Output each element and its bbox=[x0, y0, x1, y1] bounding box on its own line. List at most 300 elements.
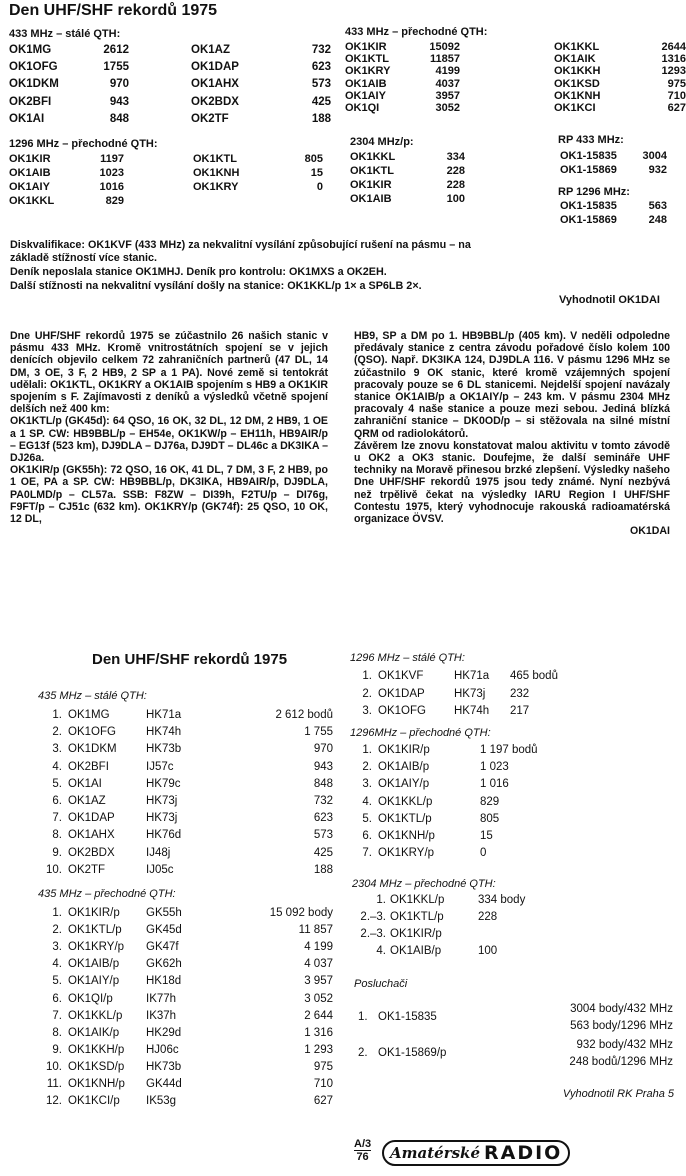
table-row bbox=[352, 668, 580, 686]
table-cell: HK73b bbox=[146, 743, 182, 756]
table-cell: OK1KKL bbox=[350, 151, 396, 163]
table-cell: 334 bbox=[446, 151, 465, 163]
table-row bbox=[193, 181, 323, 195]
table-cell: 10. bbox=[46, 863, 62, 876]
table-cell: OK1DKM bbox=[68, 743, 117, 756]
listener-rank: 2. bbox=[358, 1047, 368, 1059]
table-row bbox=[38, 724, 333, 741]
listener-row bbox=[358, 1005, 673, 1041]
table-cell: 6. bbox=[52, 992, 62, 1005]
results-list bbox=[350, 151, 465, 207]
note-line: základě stížností více stanic. bbox=[10, 252, 158, 264]
table-cell: 228 bbox=[478, 911, 498, 923]
note-line: Deník neposlala stanice OK1MHJ. Deník pro kontrolu: OK1MXS a OK2EH. bbox=[10, 266, 387, 278]
table-cell: 1. bbox=[52, 907, 62, 919]
table-cell: OK2BFI bbox=[9, 95, 52, 108]
table-cell: OK1AIK/p bbox=[68, 1026, 120, 1039]
table-cell: OK1KNH bbox=[193, 167, 240, 179]
table-cell: 3957 bbox=[435, 89, 460, 102]
table-cell: OK2TF bbox=[68, 863, 106, 876]
table-cell: OK1AIB bbox=[9, 167, 51, 179]
table-cell: 5. bbox=[52, 975, 62, 988]
table-row bbox=[352, 943, 538, 960]
table-cell: 970 bbox=[313, 743, 333, 756]
table-cell: GK55h bbox=[146, 907, 182, 919]
table-cell: GK47f bbox=[146, 941, 179, 954]
table-cell: OK1KTL/p bbox=[390, 911, 444, 923]
table-cell: 710 bbox=[667, 89, 686, 102]
table-cell: OK1-15835 bbox=[560, 150, 617, 162]
table-cell: 1 023 bbox=[480, 761, 509, 774]
table-row bbox=[9, 111, 129, 128]
table-cell: 1 197 bodů bbox=[480, 744, 538, 756]
table-cell: 5. bbox=[52, 777, 62, 790]
table-cell: 8. bbox=[52, 1026, 62, 1039]
table-cell: HJ06c bbox=[146, 1043, 179, 1056]
table-cell: OK1KIR/p bbox=[68, 907, 120, 919]
table-row bbox=[352, 926, 538, 943]
table-row bbox=[38, 1025, 333, 1042]
table-cell: 12. bbox=[46, 1095, 62, 1108]
table-row bbox=[9, 153, 124, 167]
listener-row bbox=[358, 1041, 673, 1077]
table-cell: 1 316 bbox=[304, 1026, 333, 1039]
table-cell: 2 612 bodů bbox=[275, 709, 333, 721]
table-row bbox=[193, 167, 323, 181]
article-paragraph: OK1KTL/p (GK45d): 64 QSO, 16 OK, 32 DL, 12 DM, 2 HB9, 1 OE a 1 SP. CW: HB9BBL/p – EH54e, OK1KW/p – EH11h, HB9AIR/p – EG13f (523 km), DJ9DLA – DJ76a, DJ9DT – DL46c a DK3IKA – DJ26a. bbox=[10, 415, 328, 465]
table-cell: OK1KRY/p bbox=[378, 847, 435, 860]
table-cell: 1023 bbox=[99, 167, 124, 179]
table-cell: 732 bbox=[311, 44, 331, 56]
table-row bbox=[38, 707, 333, 724]
results-list bbox=[560, 150, 667, 178]
table-cell: OK1DAP bbox=[378, 687, 425, 700]
table-cell: OK1KRY bbox=[345, 65, 391, 78]
table-row bbox=[350, 179, 465, 193]
table-cell: IJ05c bbox=[146, 863, 174, 876]
table-cell: IJ48j bbox=[146, 846, 171, 859]
table-cell: OK1KSD/p bbox=[68, 1060, 125, 1073]
table-cell: 11. bbox=[46, 1078, 62, 1090]
table-row bbox=[352, 794, 552, 811]
table-row bbox=[352, 828, 552, 845]
logo-word: Amatérské bbox=[390, 1144, 480, 1162]
table-cell: 848 bbox=[109, 112, 129, 125]
table-cell: OK1AIY/p bbox=[378, 778, 430, 791]
table-row bbox=[38, 741, 333, 758]
table-row bbox=[350, 193, 465, 207]
section-heading: RP 433 MHz: bbox=[558, 134, 624, 146]
table-cell: OK1AIB bbox=[345, 77, 387, 90]
table-cell: 15 bbox=[480, 830, 493, 842]
table-row bbox=[38, 793, 333, 810]
article-left-column bbox=[10, 330, 328, 525]
table-cell: 1. bbox=[362, 670, 372, 682]
table-row bbox=[38, 939, 333, 956]
table-cell: OK1AIY bbox=[345, 89, 386, 102]
table-row bbox=[191, 59, 331, 76]
table-cell: 9. bbox=[52, 1043, 62, 1056]
table-cell: GK44d bbox=[146, 1078, 182, 1090]
table-cell: OK1KTL/p bbox=[378, 812, 432, 825]
table-row bbox=[554, 90, 686, 102]
section-heading: 433 MHz – přechodné QTH: bbox=[345, 26, 488, 38]
results-list bbox=[554, 41, 686, 114]
article-paragraph: Závěrem lze znovu konstatovat malou aktivitu v tomto závodě u OK2 a OK3 stanic. Doufejme, že další semináře UHF techniky na Moravě přinesou brzké zlepšení. Výsledky našeho Dne UHF/SHF rekordů 1975 jsou tedy známé. Nyní nezbývá než trpělivě čekat na výsledky IARU Region I UHF/SHF Contestu 1975, který vyhodnocuje rakouská radioamatérská organizace ÖVSV. bbox=[354, 439, 670, 526]
table-cell: IJ57c bbox=[146, 760, 174, 773]
evaluator-signature: Vyhodnotil RK Praha 5 bbox=[562, 1088, 674, 1100]
table-cell: OK1KIR bbox=[345, 41, 387, 53]
table-cell: 7. bbox=[52, 1009, 62, 1022]
table-cell: OK1DAP bbox=[68, 812, 115, 825]
table-cell: OK1AI bbox=[68, 777, 102, 790]
table-cell: 932 bbox=[648, 164, 667, 176]
table-cell: HK76d bbox=[146, 829, 182, 842]
table-cell: OK1KKL/p bbox=[68, 1009, 123, 1022]
results-list bbox=[9, 42, 129, 128]
table-row bbox=[352, 686, 580, 704]
table-cell: OK1AHX bbox=[191, 78, 239, 91]
results-list bbox=[352, 742, 552, 862]
table-cell: OK1AIB bbox=[350, 193, 392, 205]
table-cell: 2.–3. bbox=[360, 928, 386, 940]
table-cell: 970 bbox=[109, 78, 129, 91]
table-cell: OK1AIY bbox=[9, 181, 50, 193]
results-list bbox=[9, 153, 124, 209]
table-row bbox=[352, 909, 538, 926]
table-cell: 232 bbox=[510, 687, 530, 700]
table-row bbox=[352, 776, 552, 793]
table-cell: 573 bbox=[311, 78, 331, 91]
table-row bbox=[38, 862, 333, 879]
table-cell: 975 bbox=[667, 77, 686, 90]
listener-call: OK1-15869/p bbox=[378, 1047, 447, 1059]
table-row bbox=[38, 973, 333, 990]
table-cell: 2. bbox=[362, 687, 372, 700]
table-row bbox=[560, 150, 667, 164]
table-cell: 4037 bbox=[435, 77, 460, 90]
table-row bbox=[38, 905, 333, 922]
evaluator-signature: Vyhodnotil OK1DAI bbox=[558, 294, 660, 306]
issue-month: A/3 bbox=[354, 1138, 372, 1150]
table-row bbox=[38, 1008, 333, 1025]
table-row bbox=[38, 1042, 333, 1059]
results-list bbox=[352, 892, 538, 960]
table-cell: OK1KNH/p bbox=[68, 1078, 125, 1090]
table-cell: OK2BDX bbox=[191, 95, 239, 108]
table-cell: 9. bbox=[52, 846, 62, 859]
table-cell: HK71a bbox=[146, 709, 182, 721]
table-cell: 11 857 bbox=[298, 924, 333, 937]
table-cell: 2644 bbox=[661, 41, 686, 53]
article-right-column bbox=[354, 330, 670, 537]
table-cell: OK1AIY/p bbox=[68, 975, 120, 988]
note-line: Diskvalifikace: OK1KVF (433 MHz) za nekvalitní vysílání způsobující rušení na pásmu – na bbox=[10, 239, 471, 251]
issue-year: 76 bbox=[356, 1151, 369, 1163]
table-cell: OK1-15835 bbox=[560, 200, 617, 212]
table-row bbox=[9, 94, 129, 111]
table-cell: 4. bbox=[52, 760, 62, 773]
listener-score: 248 bodů/1296 MHz bbox=[569, 1056, 673, 1068]
table-cell: 1. bbox=[376, 894, 386, 906]
table-cell: OK1-15869 bbox=[560, 164, 617, 176]
results-list bbox=[191, 42, 331, 128]
table-row bbox=[554, 78, 686, 90]
table-cell: 627 bbox=[667, 102, 686, 114]
table-cell: 2 644 bbox=[304, 1009, 333, 1022]
table-cell: 710 bbox=[313, 1078, 333, 1090]
table-row bbox=[352, 742, 552, 759]
table-row bbox=[352, 703, 580, 721]
table-row bbox=[352, 811, 552, 828]
table-row bbox=[345, 78, 460, 90]
table-row bbox=[9, 181, 124, 195]
table-cell: OK1AHX bbox=[68, 829, 115, 842]
table-cell: 15 bbox=[310, 167, 323, 179]
table-cell: 1 755 bbox=[304, 726, 333, 739]
results-list bbox=[38, 905, 333, 1110]
table-cell: OK1KIR/p bbox=[378, 744, 430, 756]
listener-rank: 1. bbox=[358, 1011, 368, 1023]
table-cell: 11857 bbox=[430, 53, 460, 66]
table-row bbox=[9, 167, 124, 181]
table-row bbox=[38, 776, 333, 793]
table-cell: 15 092 body bbox=[269, 907, 333, 919]
table-cell: OK1MG bbox=[9, 44, 52, 56]
table-cell: OK1KIR/p bbox=[390, 928, 442, 940]
table-cell: 100 bbox=[446, 193, 465, 205]
listener-call: OK1-15835 bbox=[378, 1011, 437, 1023]
table-cell: OK1KRY/p bbox=[68, 941, 125, 954]
table-row bbox=[9, 76, 129, 93]
table-cell: 829 bbox=[480, 795, 500, 808]
table-cell: 7. bbox=[362, 847, 372, 860]
table-cell: OK1KNH bbox=[554, 89, 601, 102]
table-row bbox=[191, 94, 331, 111]
table-cell: 1 293 bbox=[304, 1043, 333, 1056]
table-cell: OK1KKL/p bbox=[390, 894, 445, 906]
table-cell: 805 bbox=[304, 153, 323, 165]
table-cell: 15092 bbox=[429, 41, 460, 53]
table-cell: OK1OFG bbox=[68, 726, 116, 739]
table-cell: 6. bbox=[362, 830, 372, 842]
table-row bbox=[345, 90, 460, 102]
table-cell: HK79c bbox=[146, 777, 181, 790]
table-cell: OK2TF bbox=[191, 112, 229, 125]
table-row bbox=[350, 151, 465, 165]
table-cell: 334 body bbox=[478, 894, 526, 906]
section-heading: RP 1296 MHz: bbox=[558, 186, 630, 198]
table-row bbox=[9, 59, 129, 76]
table-cell: OK1QI/p bbox=[68, 992, 113, 1005]
table-cell: OK2BDX bbox=[68, 846, 115, 859]
table-row bbox=[38, 845, 333, 862]
table-cell: GK62h bbox=[146, 958, 182, 971]
issue-number bbox=[354, 1138, 371, 1163]
table-cell: 188 bbox=[313, 863, 333, 876]
section-heading: 2304 MHz/p: bbox=[350, 136, 414, 148]
table-cell: OK1KTL/p bbox=[68, 924, 122, 937]
table-cell: 1293 bbox=[661, 65, 686, 78]
table-row bbox=[9, 195, 124, 209]
table-row bbox=[9, 42, 129, 59]
table-cell: OK2BFI bbox=[68, 760, 109, 773]
table-cell: OK1AI bbox=[9, 112, 45, 125]
table-cell: 7. bbox=[52, 812, 62, 825]
table-row bbox=[352, 759, 552, 776]
table-row bbox=[554, 53, 686, 65]
table-cell: 975 bbox=[313, 1060, 333, 1073]
table-row bbox=[345, 65, 460, 77]
table-cell: 1 016 bbox=[480, 778, 509, 791]
table-cell: 623 bbox=[311, 61, 331, 74]
table-cell: OK1MG bbox=[68, 709, 110, 721]
table-row bbox=[191, 111, 331, 128]
table-cell: 943 bbox=[109, 95, 129, 108]
table-cell: 805 bbox=[480, 812, 500, 825]
table-cell: OK1KCI bbox=[554, 102, 596, 114]
table-cell: HK73j bbox=[146, 812, 178, 825]
table-row bbox=[554, 102, 686, 114]
table-row bbox=[38, 827, 333, 844]
table-cell: 4199 bbox=[435, 65, 460, 78]
table-cell: 100 bbox=[478, 945, 498, 957]
logo-radio: RADIO bbox=[484, 1142, 563, 1164]
table-cell: 3. bbox=[362, 778, 372, 791]
section-heading: 433 MHz – stálé QTH: bbox=[9, 28, 121, 40]
article-paragraph: HB9, SP a DM po 1. HB9BBL/p (405 km). V neděli odpoledne předávaly stanice z centra závodu pořadové číslo kolem 100 (QSO). Např. DK3IKA 124, DJ9DLA 116. V pásmu 1296 MHz se zúčastnilo 9 OK stanic, které kromě vzájemných spojení pracovaly pouze se 6 DL stanicemi. Nejdelší spojení navázaly stanice OK1AIB/p a OK1AIY/p – 243 km. V pásmu 2304 MHz pracovaly 4 naše stanice a pouze mezi sebou. Jediná blízká zahraniční stanice – DK0OD/p – si stěžovala na silné místní QRM od radiolokátorů. bbox=[354, 330, 670, 440]
table-cell: 4 199 bbox=[304, 941, 333, 954]
table-cell: OK1KKH/p bbox=[68, 1043, 125, 1056]
table-cell: 563 bbox=[648, 200, 667, 212]
table-cell: OK1AIB/p bbox=[378, 761, 430, 774]
results-list bbox=[352, 668, 580, 721]
table-cell: 10. bbox=[46, 1060, 62, 1073]
table-cell: OK1OFG bbox=[9, 61, 58, 74]
table-cell: OK1KSD bbox=[554, 77, 600, 90]
table-cell: 4. bbox=[362, 795, 372, 808]
section-heading: 1296 MHz – přechodné QTH: bbox=[9, 138, 158, 150]
results-list bbox=[38, 707, 333, 879]
table-row bbox=[350, 165, 465, 179]
listener-score: 563 body/1296 MHz bbox=[570, 1020, 673, 1032]
table-cell: OK1AZ bbox=[68, 795, 106, 807]
table-cell: OK1KCI/p bbox=[68, 1095, 120, 1108]
table-cell: 1. bbox=[52, 709, 62, 721]
table-cell: 623 bbox=[313, 812, 333, 825]
table-cell: OK1KIR bbox=[350, 179, 392, 191]
table-cell: 2612 bbox=[103, 44, 129, 56]
table-cell: 4. bbox=[376, 945, 386, 957]
table-cell: 2. bbox=[52, 924, 62, 937]
section-heading: 1296 MHz – stálé QTH: bbox=[350, 652, 465, 664]
table-cell: 1197 bbox=[100, 153, 124, 165]
table-cell: HK29d bbox=[146, 1026, 182, 1039]
table-row bbox=[38, 922, 333, 939]
table-cell: 3 052 bbox=[304, 992, 333, 1005]
table-cell: 3. bbox=[52, 743, 62, 756]
table-row bbox=[38, 1076, 333, 1093]
table-cell: OK1KKH bbox=[554, 65, 601, 78]
table-cell: 248 bbox=[648, 214, 667, 226]
table-row bbox=[38, 991, 333, 1008]
table-row bbox=[191, 42, 331, 59]
table-row bbox=[352, 845, 552, 862]
table-cell: 2.–3. bbox=[360, 911, 386, 923]
table-cell: OK1KKL bbox=[554, 41, 600, 53]
table-row bbox=[38, 1059, 333, 1076]
table-cell: OK1AIB/p bbox=[390, 945, 442, 957]
section-heading: 435 MHz – stálé QTH: bbox=[38, 690, 147, 702]
article-paragraph: Dne UHF/SHF rekordů 1975 se zúčastnilo 26 našich stanic v pásmu 433 MHz. Kromě vnitrostátních spojení se v jejich denících objevilo celkem 72 zahraničních partnerů (47 DL, 14 DM, 3 OE, 3 F, 2 HB9, 2 SP a 1 PA). Nové země si tentokrát udělali: OK1KTL, OK1KRY a OK1AIB spojením s HB9 a OK1KIR spojením s F. Zajímavosti z deníků a výsledků včetně spojení delších než 400 km: bbox=[10, 330, 328, 416]
table-cell: 3004 bbox=[642, 150, 667, 162]
table-cell: 217 bbox=[510, 705, 530, 717]
table-cell: 425 bbox=[311, 95, 331, 108]
table-cell: OK1KRY bbox=[193, 181, 239, 193]
listener-score: 932 body/432 MHz bbox=[576, 1039, 673, 1051]
results-list bbox=[560, 200, 667, 228]
table-cell: 3052 bbox=[435, 102, 460, 114]
table-cell: IK77h bbox=[146, 992, 177, 1005]
table-cell: 0 bbox=[480, 847, 487, 860]
table-cell: 3 957 bbox=[304, 975, 333, 988]
table-row bbox=[560, 200, 667, 214]
table-row bbox=[554, 41, 686, 53]
amaterske-radio-logo bbox=[382, 1140, 570, 1166]
table-cell: OK1OFG bbox=[378, 705, 426, 717]
table-cell: OK1-15869 bbox=[560, 214, 617, 226]
table-cell: HK71a bbox=[454, 670, 490, 682]
table-cell: OK1AIB/p bbox=[68, 958, 120, 971]
table-row bbox=[191, 76, 331, 93]
table-cell: 0 bbox=[316, 181, 323, 193]
table-cell: OK1AIK bbox=[554, 53, 596, 66]
bottom-title: Den UHF/SHF rekordů 1975 bbox=[92, 651, 288, 668]
table-cell: GK45d bbox=[146, 924, 182, 937]
table-cell: 1016 bbox=[99, 181, 124, 193]
table-cell: 2. bbox=[362, 761, 372, 774]
table-cell: OK1KTL bbox=[350, 165, 394, 177]
table-row bbox=[560, 164, 667, 178]
results-list bbox=[345, 41, 460, 114]
table-cell: 4. bbox=[52, 958, 62, 971]
table-cell: 1. bbox=[362, 744, 372, 756]
table-cell: HK73j bbox=[454, 687, 486, 700]
table-cell: 425 bbox=[313, 846, 333, 859]
table-cell: 465 bodů bbox=[510, 670, 558, 682]
table-cell: 2. bbox=[52, 726, 62, 739]
article-paragraph: OK1KIR/p (GK55h): 72 QSO, 16 OK, 41 DL, 7 DM, 3 F, 2 HB9, po 1 OE, PA a SP. CW: HB9BBL/p, DK3IKA, HB9AIR/p, DJ9DLA, PA0LMD/p – CL57a. SSB: F8ZW – DI39h, F2TU/p – DI76g, F9FT/p – CJ51c (632 km). OK1KRY/p (GK74f): 25 QSO, 10 OK, 12 DL, bbox=[10, 464, 328, 526]
table-cell: OK1DKM bbox=[9, 78, 59, 91]
table-cell: 228 bbox=[446, 179, 465, 191]
table-row bbox=[38, 956, 333, 973]
table-cell: OK1KVF bbox=[378, 670, 424, 682]
table-cell: OK1KNH/p bbox=[378, 830, 435, 842]
table-cell: IK53g bbox=[146, 1095, 177, 1108]
table-row bbox=[38, 810, 333, 827]
table-cell: 573 bbox=[313, 829, 333, 842]
table-cell: 6. bbox=[52, 795, 62, 807]
table-cell: OK1DAP bbox=[191, 61, 239, 74]
top-title: Den UHF/SHF rekordů 1975 bbox=[9, 2, 218, 19]
table-row bbox=[560, 214, 667, 228]
table-cell: 8. bbox=[52, 829, 62, 842]
table-row bbox=[345, 41, 460, 53]
table-cell: 943 bbox=[313, 760, 333, 773]
table-cell: 228 bbox=[446, 165, 465, 177]
table-cell: 188 bbox=[311, 112, 331, 125]
table-row bbox=[352, 892, 538, 909]
